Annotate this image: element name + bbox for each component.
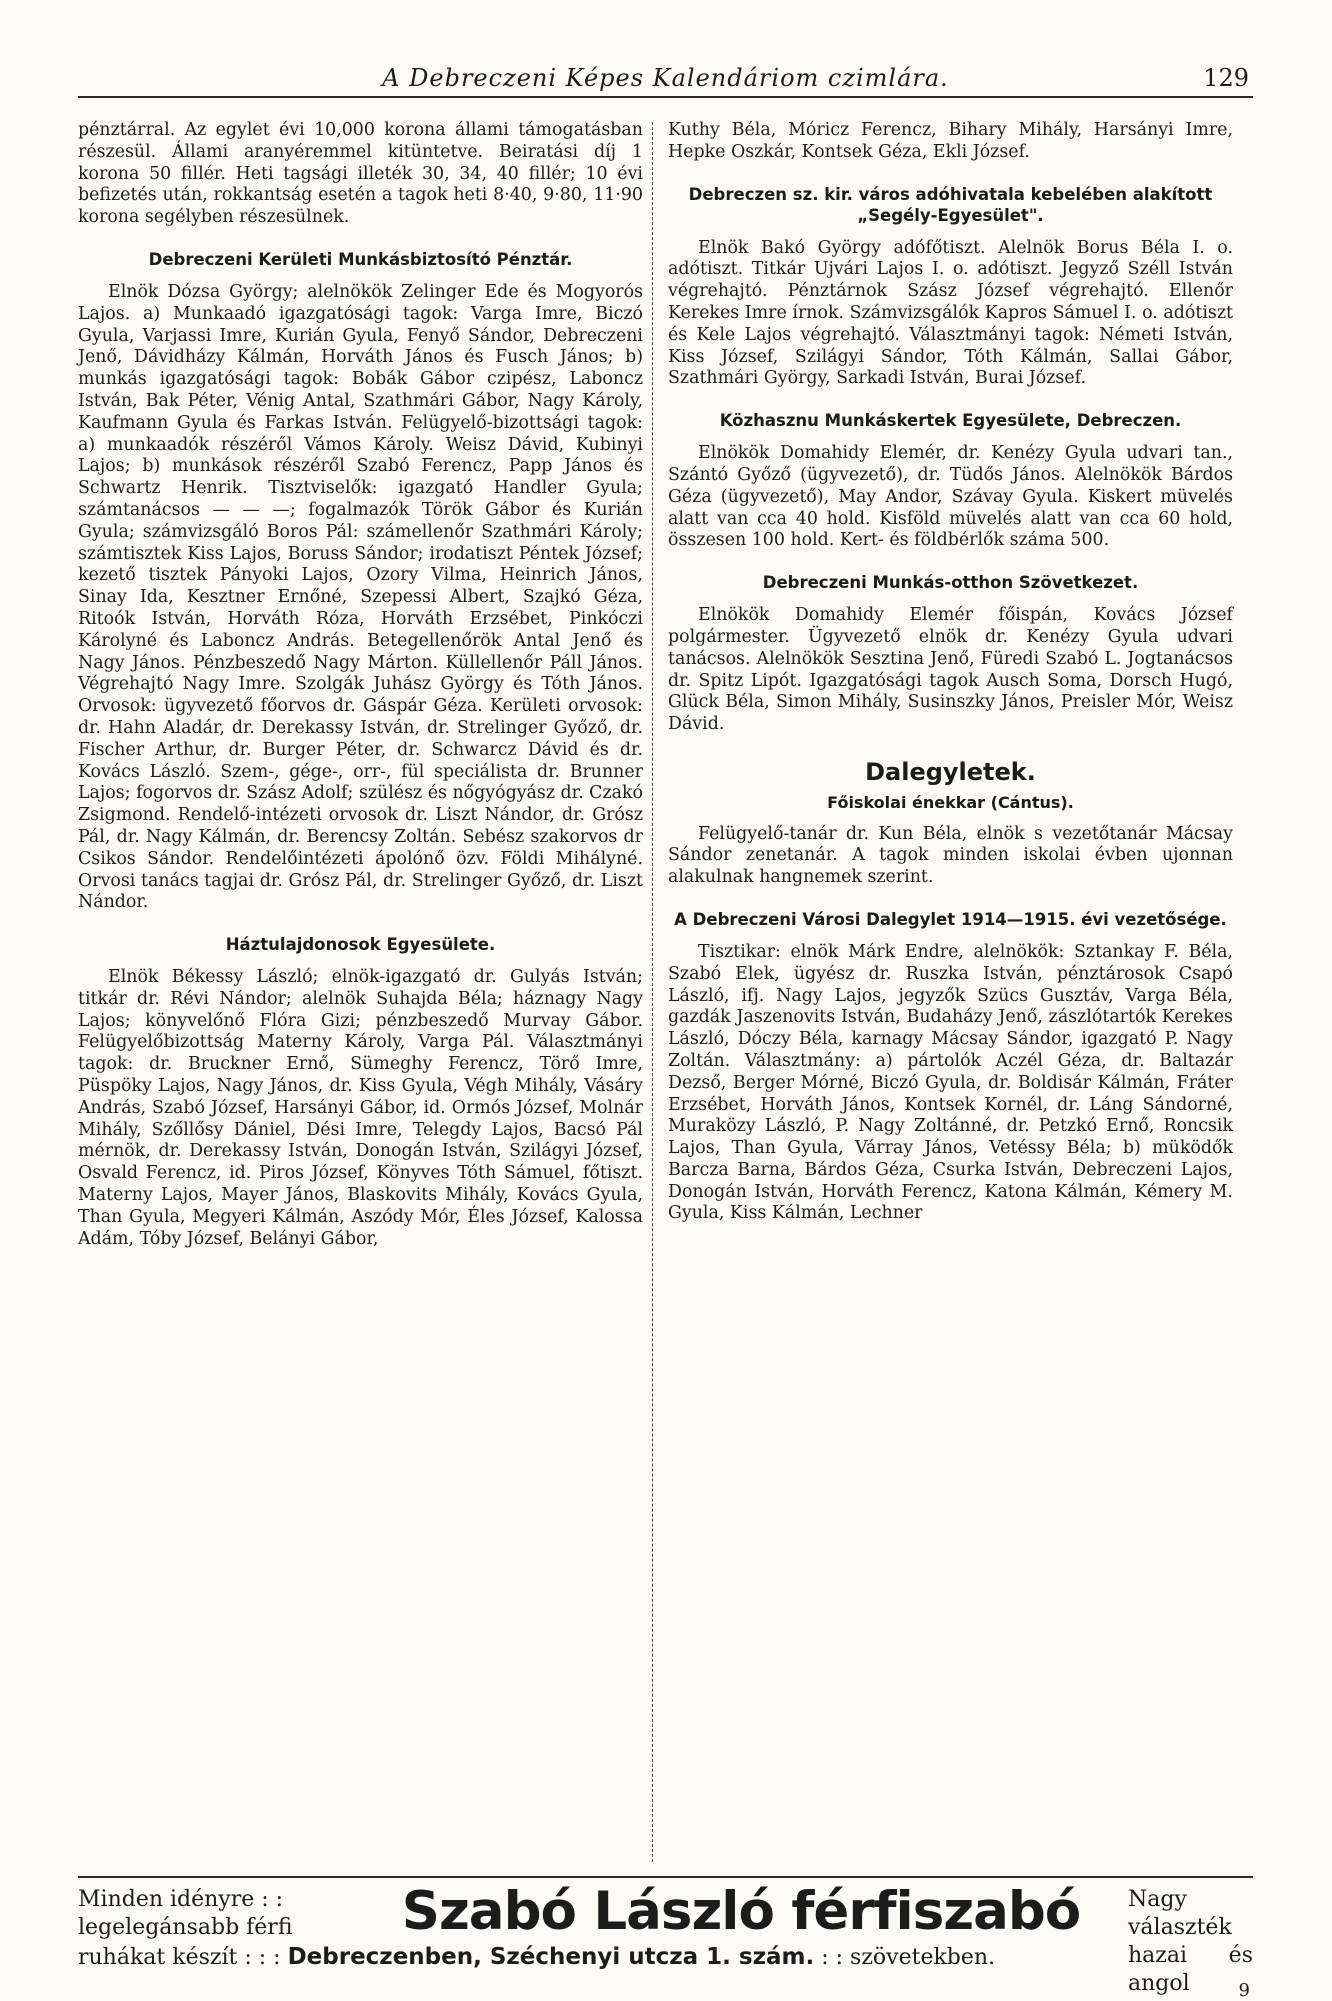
paragraph: Elnök Békessy László; elnök-igazgató dr. Gulyás István; titkár dr. Révi Nándor; alelnök Suhajda Béla; háznagy Nagy Lajos; könyvelőnő Flóra Gizi; pénzbeszedő Murvay Gábor. Felügyelőbizottság Materny Károly, Varga Pál. Választmányi tagok: dr. Bruckner Ernő, Sümeghy Ferencz, Törő Imre, Püspöky Lajos, Nagy János, dr. Kiss Gyula, Végh Mihály, Vásáry András, Szabó József, Harsányi Gábor, id. Ormós József, Molnár Mihály, Szőllősy Dániel, Dési Imre, Telegdy Lajos, Bacsó Pál mérnök, dr. Derekassy István, Donogán István, Szilágyi József, Osvald Ferencz, id. Piros József, Könyves Tóth Sámuel, főtiszt. Materny Lajos, Mayer János, Blaskovits Mihály, Kovács Gyula, Than Gyula, Megyeri Kálmán, Aszódy Mór, Éles József, Kalossa Adám, Tóby József, Belányi Gábor, bbox=[78, 967, 643, 1249]
paragraph: Felügyelő-tanár dr. Kun Béla, elnök s vezetőtanár Mácsay Sándor zenetanár. A tagok minden iskolai évben ujonnan alakulnak hangnemek szerint. bbox=[668, 823, 1233, 888]
paragraph: Elnök Bakó György adófőtiszt. Alelnök Borus Béla I. o. adótiszt. Titkár Ujvári Lajos I. o. adótiszt. Jegyző Széll István végrehajtó. Pénztárnok Szász József végrehajtó. Ellenőr Kerekes Imre írnok. Számvizsgálók Kapros Sámuel I. o. adótiszt és Kele Lajos végrehajtó. Választmányi tagok: Németi István, Kiss József, Szilágyi Sándor, Tóth Kálmán, Sallai Gábor, Szathmári György, Sarkadi István, Burai József. bbox=[668, 237, 1233, 389]
section-heading: Háztulajdonosok Egyesülete. bbox=[225, 935, 496, 955]
ad-bottom-right: : : szövetekben. bbox=[821, 1945, 996, 1970]
ad-headline: Szabó László férfiszabó bbox=[401, 1881, 1081, 1942]
section-heading: Debreczen sz. kir. város adóhivatala kebelében alakított „Segély-Egyesület". bbox=[688, 184, 1213, 225]
section-heading: Debreczeni Munkás-otthon Szövetkezet. bbox=[762, 573, 1139, 593]
right-column bbox=[668, 120, 1233, 1225]
paragraph: pénztárral. Az egylet évi 10,000 korona állami támogatásban részesül. Állami aranyéremmel kitüntetve. Beiratási díj 1 korona 50 fillér. Heti tagsági illeték 30, 34, 40 fillér; 10 évi befizetés után, rokkantság esetén a tagok heti 8·40, 9·80, 11·90 korona segélyben részesülnek. bbox=[78, 120, 643, 228]
signature-mark: 9 bbox=[1238, 1980, 1250, 2001]
ad-right-text: Nagy választék hazai és angol bbox=[1128, 1887, 1253, 1996]
subheading: Főiskolai énekkar (Cántus). bbox=[827, 792, 1074, 812]
section-heading: Debreczeni Kerületi Munkásbiztosító Pénztár. bbox=[148, 249, 573, 269]
left-column bbox=[78, 120, 643, 1250]
paragraph: Tisztikar: elnök Márk Endre, alelnökök: Sztankay F. Béla, Szabó Elek, ügyész dr. Ruszka István, pénztárosok Csapó László, ifj. Nagy Lajos, jegyzők Szücs Gusztáv, Varga Béla, gazdák Jaszenovits István, Budaházy Jenő, zászlótartók Kerekes László, Dóczy Béla, karnagy Mácsay Sándor, igazgató P. Nagy Zoltán. Választmány: a) pártolók Aczél Géza, dr. Baltazár Dezső, Berger Mórné, Biczó Gyula, dr. Boldisár Kálmán, Fráter Erzsébet, Horváth János, Kontsek Kornél, dr. Láng Sándorné, Muraközy László, P. Nagy Zoltánné, dr. Petzkó Ernő, Roncsik Lajos, Than Gyula, Várray János, Vetéssy Béla; b) müködők Barcza Barna, Bárdos Géza, Csurka István, Debreczeni Lajos, Donogán István, Horváth Ferencz, Katona Kálmán, Kémery M. Gyula, Kiss Kálmán, Lechner bbox=[668, 941, 1233, 1224]
section-heading: A Debreczeni Városi Dalegylet 1914—1915. évi vezetősége. bbox=[674, 909, 1227, 929]
paragraph: Elnökök Domahidy Elemér, dr. Kenézy Gyula udvari tan., Szántó Győző (ügyvezető), dr. Tüdős János. Alelnökök Bárdos Géza (ügyvezető), May Andor, Szávay Gyula. Kiskert müvelés alatt van cca 40 hold. Kisföld müvelés alatt van cca 60 hold, összesen 100 hold. Kert- és földbérlők száma 500. bbox=[668, 443, 1233, 551]
advertisement bbox=[78, 1876, 1253, 1996]
page-number: 129 bbox=[1203, 64, 1249, 92]
ad-left-text: Minden idényre : : legelegánsabb férfi bbox=[78, 1887, 293, 1940]
running-header bbox=[78, 60, 1253, 98]
column-divider bbox=[652, 122, 653, 1862]
paragraph: Elnök Dózsa György; alelnökök Zelinger Ede és Mogyorós Lajos. a) Munkaadó igazgatósági tagok: Varga Imre, Biczó Gyula, Varjassi Imre, Kurián Gyula, Fenyő Sándor, Debreczeni Jenő, Dávidházy Kálmán, Horváth János és Fusch János; b) munkás igazgatósági tagok: Bobák Gábor czipész, Laboncz István, Bak Péter, Vénig Antal, Szathmári Gábor, Nagy Károly, Kaufmann Gyula és Farkas István. Felügyelő-bizottsági tagok: a) munkaadók részéről Vámos Károly. Weisz Dávid, Kubinyi Lajos; b) munkások részéről Szabó Ferencz, Papp János és Schwartz Henrik. Tisztviselők: igazgató Handler Gyula; számtanácsos — — —; fogalmazók Török Gábor és Kurián Gyula; számvizsgáló Boros Pál: számellenőr Szathmári Károly; számtisztek Kiss Lajos, Boruss Sándor; irodatiszt Péntek József; kezető tisztek Pányoki Lajos, Ozory Vilma, Heinrich János, Sinay Ida, Kesztner Ernőné, Szepessi Albert, Szajkó Géza, Ritoók István, Horváth Róza, Horváth Erzsébet, Pinkóczi Károlyné és Laboncz András. Betegellenőrök Antal Jenő és Nagy János. Pénzbeszedő Nagy Márton. Küllellenőr Páll János. Végrehajtó Nagy Imre. Szolgák Juhász György és Tóth János. Orvosok: ügyvezető főorvos dr. Gáspár Géza. Kerületi orvosok: dr. Hahn Aladár, dr. Derekassy István, dr. Strelinger Győző, dr. Fischer Arthur, dr. Burger Péter, dr. Schwarcz Dávid és dr. Kovács László. Szem-, gége-, orr-, fül speciálista dr. Brunner Lajos; fogorvos dr. Szász Adolf; szülész és nőgyógyász dr. Czakó Zsigmond. Rendelő-intézeti orvosok dr. Liszt Nándor, dr. Grósz Pál, dr. Nagy Kálmán, dr. Berencsy Zoltán. Sebész szakorvos dr Csikos Sándor. Rendelőintézeti ápolónő özv. Földi Mihályné. Orvosi tanács tagjai dr. Grósz Pál, dr. Strelinger Győző, dr. Liszt Nándor. bbox=[78, 281, 643, 913]
major-heading: Dalegyletek. bbox=[865, 757, 1036, 786]
section-heading: Közhasznu Munkáskertek Egyesülete, Debreczen. bbox=[719, 411, 1182, 431]
paragraph: Elnökök Domahidy Elemér főispán, Kovács József polgármester. Ügyvezető elnök dr. Kenézy Gyula udvari tanácsos. Alelnökök Sesztina Jenő, Füredi Szabó L. Jogtanácsos dr. Spitz Lipót. Igazgatósági tagok Ausch Soma, Dorsch Hugó, Glück Béla, Simon Mihály, Susinszky János, Preisler Mór, Weisz Dávid. bbox=[668, 605, 1233, 735]
ad-bottom-left: ruhákat készít : : : bbox=[78, 1945, 281, 1970]
header-title: A Debreczeni Képes Kalendáriom czimlára. bbox=[382, 64, 949, 92]
ad-location: Debreczenben, Széchenyi utcza 1. szám. bbox=[287, 1944, 815, 1970]
ad-bottom-line bbox=[78, 1944, 1253, 1970]
paragraph: Kuthy Béla, Móricz Ferencz, Bihary Mihály, Harsányi Imre, Hepke Oszkár, Kontsek Géza, Ekli József. bbox=[668, 120, 1233, 162]
